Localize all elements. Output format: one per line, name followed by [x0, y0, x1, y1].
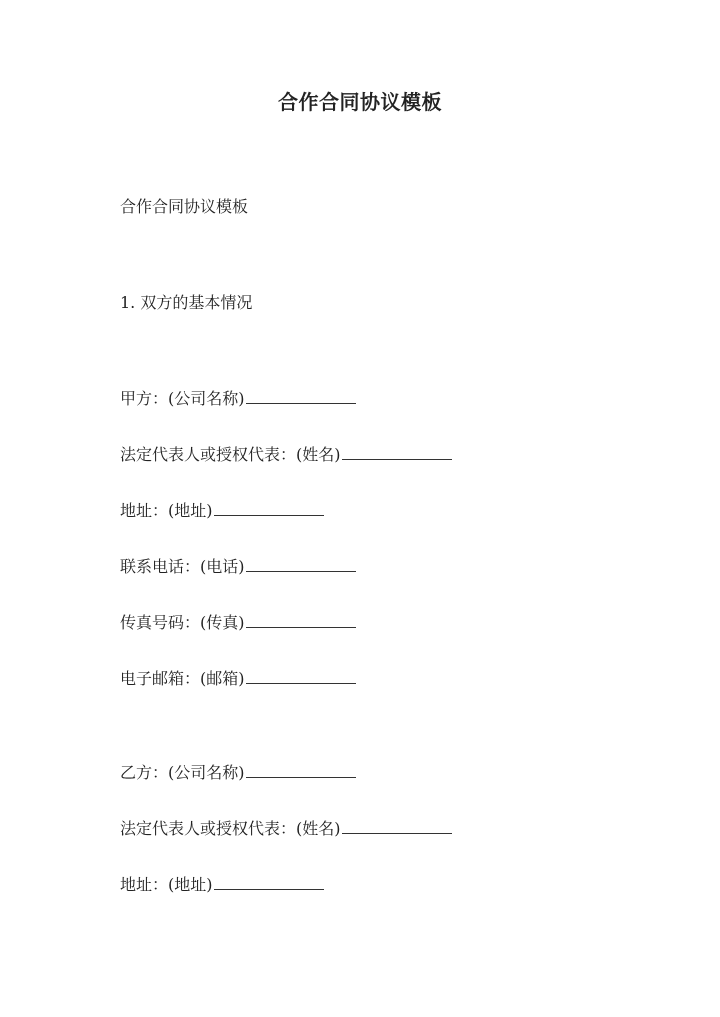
party-a-company-line	[120, 388, 356, 410]
party-a-fax-line	[120, 612, 356, 634]
party-a-address-label: 地址：(地址)	[120, 501, 213, 520]
party-a-phone-blank[interactable]	[246, 556, 356, 572]
section-heading	[120, 292, 252, 314]
party-b-address-line	[120, 874, 324, 896]
party-a-representative-blank[interactable]	[342, 444, 452, 460]
party-a-representative-label: 法定代表人或授权代表：(姓名)	[120, 445, 341, 464]
party-b-address-label: 地址：(地址)	[120, 875, 213, 894]
party-a-email-blank[interactable]	[246, 668, 356, 684]
party-a-representative-line	[120, 444, 452, 466]
party-a-email-label: 电子邮箱：(邮箱)	[120, 669, 245, 688]
party-b-company-label: 乙方：(公司名称)	[120, 763, 245, 782]
party-a-fax-label: 传真号码：(传真)	[120, 613, 245, 632]
document-subtitle	[120, 196, 248, 218]
party-a-company-label: 甲方：(公司名称)	[120, 389, 245, 408]
party-b-representative-line	[120, 818, 452, 840]
party-a-fax-blank[interactable]	[246, 612, 356, 628]
party-b-address-blank[interactable]	[214, 874, 324, 890]
party-a-address-blank[interactable]	[214, 500, 324, 516]
party-a-address-line	[120, 500, 324, 522]
subtitle-text: 合作合同协议模板	[120, 197, 249, 216]
party-b-representative-label: 法定代表人或授权代表：(姓名)	[120, 819, 341, 838]
party-a-email-line	[120, 668, 356, 690]
party-a-company-blank[interactable]	[246, 388, 356, 404]
party-b-company-line	[120, 762, 356, 784]
party-a-phone-line	[120, 556, 356, 578]
party-a-phone-label: 联系电话：(电话)	[120, 557, 245, 576]
section-heading-text: 1. 双方的基本情况	[120, 293, 253, 312]
document-title: 合作合同协议模板	[278, 90, 442, 114]
party-b-representative-blank[interactable]	[342, 818, 452, 834]
party-b-company-blank[interactable]	[246, 762, 356, 778]
